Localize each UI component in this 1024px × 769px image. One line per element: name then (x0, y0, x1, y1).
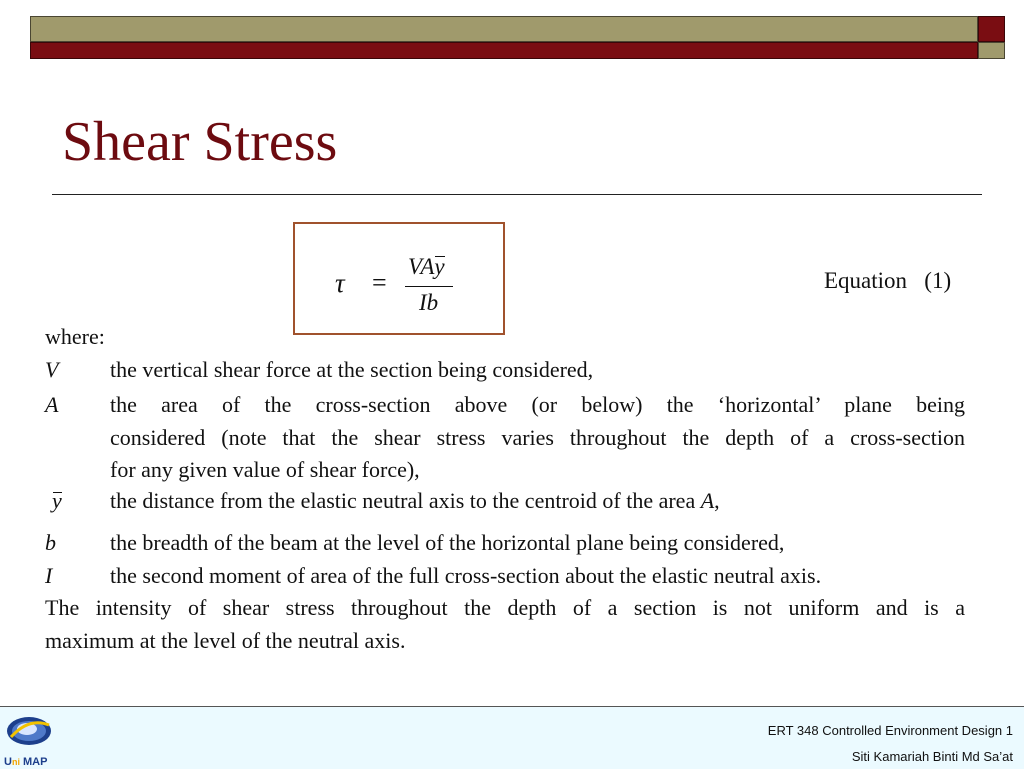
definition-a-line2: considered (note that the shear stress varies throughout the depth of a cross-section (110, 425, 965, 450)
closing-line2: maximum at the level of the neutral axis. (45, 628, 406, 653)
equation-lhs: τ (335, 268, 345, 298)
symbol-ybar (52, 490, 62, 512)
equation-numerator (408, 254, 445, 280)
definition-ybar-comma: , (714, 488, 720, 513)
numerator-prefix: VA (408, 254, 435, 279)
definition-i: the second moment of area of the full cross-section about the elastic neutral axis. (110, 563, 822, 588)
definition-b: the breadth of the beam at the level of the horizontal plane being considered, (110, 530, 785, 555)
symbol-b: b (45, 530, 56, 555)
symbol-a: A (45, 392, 59, 417)
equation-denominator: Ib (419, 290, 439, 315)
where-label: where: (45, 324, 105, 349)
title-divider (52, 194, 982, 195)
header-square-olive (978, 42, 1005, 59)
unimap-logo-icon (3, 711, 53, 767)
footer (0, 706, 1024, 769)
symbol-i: I (45, 563, 53, 588)
symbol-ybar-letter: y (52, 488, 62, 513)
svg-text:MAP: MAP (23, 756, 48, 767)
equation-equals: = (372, 268, 387, 297)
definition-v: the vertical shear force at the section being considered, (110, 357, 594, 382)
slide-title: Shear Stress (62, 111, 338, 173)
definition-ybar (110, 490, 965, 512)
definition-ybar-area: A (700, 488, 715, 513)
footer-course: ERT 348 Controlled Environment Design 1 (767, 723, 1013, 738)
header-bar-maroon (30, 42, 978, 59)
header-square-maroon (978, 16, 1005, 42)
definition-a-line1: the area of the cross-section above (or below) the ‘horizontal’ plane being (110, 392, 965, 417)
equation-label-text: Equation (1) (824, 268, 952, 293)
closing-line1: The intensity of shear stress throughout the depth of a section is not uniform and is a (45, 595, 965, 620)
numerator-ybar: y (434, 254, 445, 279)
definition-ybar-text: the distance from the elastic neutral axis to the centroid of the area (110, 488, 696, 513)
svg-text:ni: ni (12, 757, 20, 767)
equation-box (293, 222, 505, 335)
equation-label (824, 268, 951, 294)
header-bar-olive (30, 16, 978, 42)
definition-a-line3: for any given value of shear force), (110, 457, 420, 482)
footer-author: Siti Kamariah Binti Md Sa’at (851, 749, 1013, 764)
svg-text:U: U (4, 756, 12, 767)
fraction-bar (405, 286, 453, 287)
symbol-v: V (45, 357, 59, 382)
